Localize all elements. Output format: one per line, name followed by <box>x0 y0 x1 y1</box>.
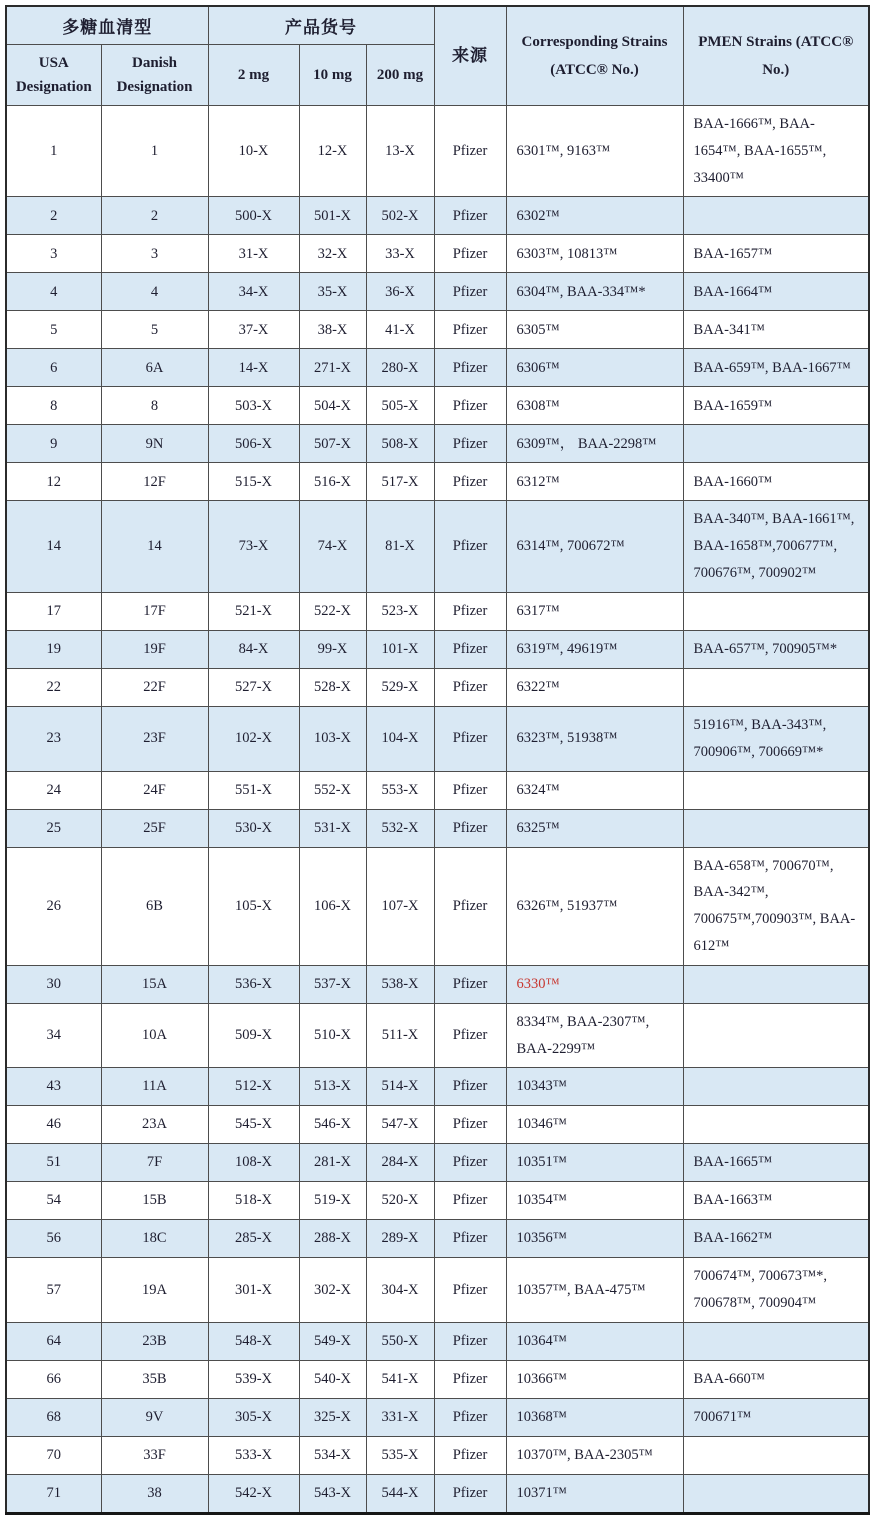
10mg-catalog-cell: 543-X <box>299 1475 366 1514</box>
10mg-catalog-cell: 546-X <box>299 1106 366 1144</box>
source-cell: Pfizer <box>434 1361 506 1399</box>
10mg-catalog-cell: 519-X <box>299 1182 366 1220</box>
10mg-catalog-cell: 549-X <box>299 1323 366 1361</box>
danish-designation-cell: 23F <box>101 706 208 771</box>
table-row <box>6 1399 869 1437</box>
source-cell: Pfizer <box>434 349 506 387</box>
usa-designation-cell: 26 <box>6 847 101 965</box>
2mg-catalog-cell: 500-X <box>208 197 299 235</box>
source-cell: Pfizer <box>434 771 506 809</box>
corresponding-strains-cell: 10346™ <box>506 1106 683 1144</box>
source-cell: Pfizer <box>434 197 506 235</box>
table-row <box>6 106 869 197</box>
10mg-catalog-cell: 522-X <box>299 592 366 630</box>
2mg-catalog-cell: 73-X <box>208 501 299 592</box>
source-cell: Pfizer <box>434 1399 506 1437</box>
2mg-catalog-cell: 31-X <box>208 235 299 273</box>
usa-designation-cell: 23 <box>6 706 101 771</box>
source-cell: Pfizer <box>434 273 506 311</box>
10mg-catalog-cell: 537-X <box>299 965 366 1003</box>
source-cell: Pfizer <box>434 1323 506 1361</box>
usa-designation-cell: 3 <box>6 235 101 273</box>
corresponding-strains-cell: 6314™, 700672™ <box>506 501 683 592</box>
10mg-catalog-cell: 103-X <box>299 706 366 771</box>
pmen-strains-cell <box>683 1003 869 1068</box>
10mg-catalog-cell: 528-X <box>299 668 366 706</box>
200mg-catalog-cell: 36-X <box>366 273 434 311</box>
corresponding-strains-cell: 6325™ <box>506 809 683 847</box>
source-cell: Pfizer <box>434 592 506 630</box>
200mg-catalog-cell: 502-X <box>366 197 434 235</box>
200mg-catalog-cell: 529-X <box>366 668 434 706</box>
corresponding-strains-cell: 6312™ <box>506 463 683 501</box>
table-row <box>6 1106 869 1144</box>
danish-designation-cell: 10A <box>101 1003 208 1068</box>
pmen-strains-cell <box>683 592 869 630</box>
danish-designation-cell: 8 <box>101 387 208 425</box>
10mg-catalog-cell: 99-X <box>299 630 366 668</box>
2mg-catalog-cell: 530-X <box>208 809 299 847</box>
serotype-catalog-table <box>5 5 870 1515</box>
danish-designation-cell: 15A <box>101 965 208 1003</box>
usa-designation-cell: 14 <box>6 501 101 592</box>
source-cell: Pfizer <box>434 630 506 668</box>
pmen-strains-cell: BAA-1666™, BAA-1654™, BAA-1655™, 33400™ <box>683 106 869 197</box>
product-number-group-header: 产品货号 <box>208 6 434 45</box>
200mg-catalog-cell: 535-X <box>366 1437 434 1475</box>
corresponding-strains-cell: 6306™ <box>506 349 683 387</box>
10mg-catalog-cell: 516-X <box>299 463 366 501</box>
table-row <box>6 1258 869 1323</box>
source-cell: Pfizer <box>434 1003 506 1068</box>
200mg-catalog-cell: 81-X <box>366 501 434 592</box>
10mg-column-header: 10 mg <box>299 45 366 106</box>
danish-designation-cell: 4 <box>101 273 208 311</box>
source-cell: Pfizer <box>434 1068 506 1106</box>
2mg-catalog-cell: 37-X <box>208 311 299 349</box>
source-column-header: 来源 <box>434 6 506 106</box>
usa-designation-cell: 46 <box>6 1106 101 1144</box>
2mg-catalog-cell: 10-X <box>208 106 299 197</box>
corresponding-strains-cell: 10354™ <box>506 1182 683 1220</box>
pmen-strains-cell <box>683 425 869 463</box>
usa-designation-cell: 34 <box>6 1003 101 1068</box>
200mg-catalog-cell: 517-X <box>366 463 434 501</box>
2mg-catalog-cell: 84-X <box>208 630 299 668</box>
200mg-catalog-cell: 547-X <box>366 1106 434 1144</box>
200mg-catalog-cell: 104-X <box>366 706 434 771</box>
10mg-catalog-cell: 74-X <box>299 501 366 592</box>
source-cell: Pfizer <box>434 1258 506 1323</box>
2mg-catalog-cell: 521-X <box>208 592 299 630</box>
pmen-strains-column-header: PMEN Strains (ATCC® No.) <box>683 6 869 106</box>
table-row <box>6 630 869 668</box>
table-row <box>6 1475 869 1514</box>
table-row <box>6 1144 869 1182</box>
table-row <box>6 1003 869 1068</box>
usa-designation-cell: 12 <box>6 463 101 501</box>
usa-designation-cell: 5 <box>6 311 101 349</box>
200mg-catalog-cell: 514-X <box>366 1068 434 1106</box>
2mg-catalog-cell: 548-X <box>208 1323 299 1361</box>
usa-designation-cell: 2 <box>6 197 101 235</box>
table-row <box>6 1323 869 1361</box>
200mg-catalog-cell: 101-X <box>366 630 434 668</box>
pmen-strains-cell <box>683 1068 869 1106</box>
pmen-strains-cell: BAA-1662™ <box>683 1220 869 1258</box>
table-row <box>6 349 869 387</box>
danish-designation-cell: 3 <box>101 235 208 273</box>
pmen-strains-cell <box>683 1475 869 1514</box>
10mg-catalog-cell: 534-X <box>299 1437 366 1475</box>
pmen-strains-cell: BAA-657™, 700905™* <box>683 630 869 668</box>
200mg-catalog-cell: 289-X <box>366 1220 434 1258</box>
usa-designation-cell: 57 <box>6 1258 101 1323</box>
source-cell: Pfizer <box>434 425 506 463</box>
corresponding-strains-cell: 6330™ <box>506 965 683 1003</box>
source-cell: Pfizer <box>434 387 506 425</box>
header-group-row <box>6 6 869 45</box>
usa-designation-cell: 30 <box>6 965 101 1003</box>
200mg-catalog-cell: 553-X <box>366 771 434 809</box>
corresponding-strains-cell: 10370™, BAA-2305™ <box>506 1437 683 1475</box>
usa-designation-cell: 54 <box>6 1182 101 1220</box>
2mg-catalog-cell: 515-X <box>208 463 299 501</box>
2mg-catalog-cell: 539-X <box>208 1361 299 1399</box>
2mg-catalog-cell: 509-X <box>208 1003 299 1068</box>
corresponding-strains-cell: 6317™ <box>506 592 683 630</box>
usa-designation-cell: 43 <box>6 1068 101 1106</box>
table-row <box>6 1220 869 1258</box>
10mg-catalog-cell: 501-X <box>299 197 366 235</box>
table-row <box>6 1361 869 1399</box>
corresponding-strains-cell: 10364™ <box>506 1323 683 1361</box>
10mg-catalog-cell: 504-X <box>299 387 366 425</box>
usa-designation-cell: 8 <box>6 387 101 425</box>
usa-designation-cell: 9 <box>6 425 101 463</box>
corresponding-strains-cell: 10343™ <box>506 1068 683 1106</box>
source-cell: Pfizer <box>434 668 506 706</box>
2mg-catalog-cell: 542-X <box>208 1475 299 1514</box>
table-row <box>6 197 869 235</box>
danish-designation-cell: 9N <box>101 425 208 463</box>
10mg-catalog-cell: 12-X <box>299 106 366 197</box>
2mg-catalog-cell: 305-X <box>208 1399 299 1437</box>
corresponding-strains-cell: 6309™， BAA-2298™ <box>506 425 683 463</box>
2mg-catalog-cell: 545-X <box>208 1106 299 1144</box>
pmen-strains-cell: BAA-1663™ <box>683 1182 869 1220</box>
2mg-catalog-cell: 14-X <box>208 349 299 387</box>
danish-designation-cell: 5 <box>101 311 208 349</box>
usa-designation-cell: 51 <box>6 1144 101 1182</box>
corresponding-strains-cell: 6326™, 51937™ <box>506 847 683 965</box>
danish-designation-cell: 6B <box>101 847 208 965</box>
2mg-catalog-cell: 285-X <box>208 1220 299 1258</box>
2mg-catalog-cell: 108-X <box>208 1144 299 1182</box>
danish-designation-cell: 38 <box>101 1475 208 1514</box>
serotype-group-header: 多糖血清型 <box>6 6 208 45</box>
danish-designation-cell: 22F <box>101 668 208 706</box>
10mg-catalog-cell: 288-X <box>299 1220 366 1258</box>
pmen-strains-cell: BAA-659™, BAA-1667™ <box>683 349 869 387</box>
pmen-strains-cell: 700674™, 700673™*, 700678™, 700904™ <box>683 1258 869 1323</box>
pmen-strains-cell: BAA-658™, 700670™, BAA-342™, 700675™,700903™, BAA-612™ <box>683 847 869 965</box>
pmen-strains-cell <box>683 668 869 706</box>
200mg-catalog-cell: 107-X <box>366 847 434 965</box>
pmen-strains-cell <box>683 771 869 809</box>
table-row <box>6 387 869 425</box>
10mg-catalog-cell: 325-X <box>299 1399 366 1437</box>
source-cell: Pfizer <box>434 106 506 197</box>
pmen-strains-cell <box>683 1323 869 1361</box>
2mg-catalog-cell: 301-X <box>208 1258 299 1323</box>
danish-designation-cell: 17F <box>101 592 208 630</box>
pmen-strains-cell: BAA-660™ <box>683 1361 869 1399</box>
corresponding-strains-cell: 10368™ <box>506 1399 683 1437</box>
200mg-catalog-cell: 511-X <box>366 1003 434 1068</box>
source-cell: Pfizer <box>434 311 506 349</box>
10mg-catalog-cell: 510-X <box>299 1003 366 1068</box>
200mg-catalog-cell: 532-X <box>366 809 434 847</box>
corresponding-strains-column-header: Corresponding Strains (ATCC® No.) <box>506 6 683 106</box>
table-header <box>6 6 869 106</box>
usa-designation-cell: 68 <box>6 1399 101 1437</box>
10mg-catalog-cell: 106-X <box>299 847 366 965</box>
200mg-catalog-cell: 280-X <box>366 349 434 387</box>
usa-designation-cell: 24 <box>6 771 101 809</box>
corresponding-strains-cell: 10356™ <box>506 1220 683 1258</box>
10mg-catalog-cell: 32-X <box>299 235 366 273</box>
table-row <box>6 1068 869 1106</box>
usa-designation-cell: 22 <box>6 668 101 706</box>
2mg-catalog-cell: 518-X <box>208 1182 299 1220</box>
usa-designation-cell: 71 <box>6 1475 101 1514</box>
pmen-strains-cell <box>683 965 869 1003</box>
source-cell: Pfizer <box>434 809 506 847</box>
source-cell: Pfizer <box>434 1106 506 1144</box>
2mg-catalog-cell: 34-X <box>208 273 299 311</box>
200mg-catalog-cell: 33-X <box>366 235 434 273</box>
pmen-strains-cell: 700671™ <box>683 1399 869 1437</box>
source-cell: Pfizer <box>434 501 506 592</box>
table-row <box>6 311 869 349</box>
danish-designation-cell: 23A <box>101 1106 208 1144</box>
danish-designation-cell: 14 <box>101 501 208 592</box>
corresponding-strains-cell: 6308™ <box>506 387 683 425</box>
corresponding-strains-cell: 10351™ <box>506 1144 683 1182</box>
pmen-strains-cell <box>683 809 869 847</box>
2mg-catalog-cell: 506-X <box>208 425 299 463</box>
danish-designation-cell: 12F <box>101 463 208 501</box>
table-row <box>6 1437 869 1475</box>
table-row <box>6 668 869 706</box>
source-cell: Pfizer <box>434 1475 506 1514</box>
corresponding-strains-cell: 6324™ <box>506 771 683 809</box>
pmen-strains-cell: BAA-1657™ <box>683 235 869 273</box>
table-row <box>6 425 869 463</box>
source-cell: Pfizer <box>434 706 506 771</box>
200mg-catalog-cell: 284-X <box>366 1144 434 1182</box>
pmen-strains-cell: 51916™, BAA-343™, 700906™, 700669™* <box>683 706 869 771</box>
table-row <box>6 809 869 847</box>
200mg-catalog-cell: 13-X <box>366 106 434 197</box>
2mg-catalog-cell: 102-X <box>208 706 299 771</box>
10mg-catalog-cell: 552-X <box>299 771 366 809</box>
200mg-catalog-cell: 544-X <box>366 1475 434 1514</box>
10mg-catalog-cell: 507-X <box>299 425 366 463</box>
usa-designation-cell: 64 <box>6 1323 101 1361</box>
source-cell: Pfizer <box>434 1437 506 1475</box>
corresponding-strains-cell: 8334™, BAA-2307™, BAA-2299™ <box>506 1003 683 1068</box>
source-cell: Pfizer <box>434 1144 506 1182</box>
pmen-strains-cell: BAA-1664™ <box>683 273 869 311</box>
corresponding-strains-cell: 6322™ <box>506 668 683 706</box>
danish-designation-cell: 6A <box>101 349 208 387</box>
10mg-catalog-cell: 513-X <box>299 1068 366 1106</box>
10mg-catalog-cell: 531-X <box>299 809 366 847</box>
10mg-catalog-cell: 35-X <box>299 273 366 311</box>
corresponding-strains-cell: 6304™, BAA-334™* <box>506 273 683 311</box>
source-cell: Pfizer <box>434 463 506 501</box>
200mg-catalog-cell: 505-X <box>366 387 434 425</box>
pmen-strains-cell <box>683 1106 869 1144</box>
usa-designation-cell: 1 <box>6 106 101 197</box>
danish-designation-cell: 7F <box>101 1144 208 1182</box>
usa-designation-column-header: USA Designation <box>6 45 101 106</box>
2mg-catalog-cell: 503-X <box>208 387 299 425</box>
table-row <box>6 965 869 1003</box>
200mg-catalog-cell: 520-X <box>366 1182 434 1220</box>
table-row <box>6 501 869 592</box>
pmen-strains-cell: BAA-1665™ <box>683 1144 869 1182</box>
2mg-catalog-cell: 105-X <box>208 847 299 965</box>
danish-designation-cell: 1 <box>101 106 208 197</box>
200mg-catalog-cell: 331-X <box>366 1399 434 1437</box>
200mg-catalog-cell: 541-X <box>366 1361 434 1399</box>
10mg-catalog-cell: 38-X <box>299 311 366 349</box>
10mg-catalog-cell: 540-X <box>299 1361 366 1399</box>
danish-designation-cell: 23B <box>101 1323 208 1361</box>
danish-designation-cell: 18C <box>101 1220 208 1258</box>
pmen-strains-cell <box>683 1437 869 1475</box>
corresponding-strains-cell: 10366™ <box>506 1361 683 1399</box>
usa-designation-cell: 66 <box>6 1361 101 1399</box>
table-row <box>6 706 869 771</box>
table-row <box>6 463 869 501</box>
corresponding-strains-cell: 6323™, 51938™ <box>506 706 683 771</box>
usa-designation-cell: 25 <box>6 809 101 847</box>
2mg-catalog-cell: 512-X <box>208 1068 299 1106</box>
usa-designation-cell: 6 <box>6 349 101 387</box>
2mg-catalog-cell: 527-X <box>208 668 299 706</box>
table-row <box>6 771 869 809</box>
pmen-strains-cell: BAA-340™, BAA-1661™, BAA-1658™,700677™, 700676™, 700902™ <box>683 501 869 592</box>
2mg-catalog-cell: 533-X <box>208 1437 299 1475</box>
2mg-column-header: 2 mg <box>208 45 299 106</box>
source-cell: Pfizer <box>434 1182 506 1220</box>
danish-designation-cell: 2 <box>101 197 208 235</box>
usa-designation-cell: 17 <box>6 592 101 630</box>
200mg-catalog-cell: 304-X <box>366 1258 434 1323</box>
corresponding-strains-cell: 6303™, 10813™ <box>506 235 683 273</box>
danish-designation-column-header: Danish Designation <box>101 45 208 106</box>
200mg-catalog-cell: 538-X <box>366 965 434 1003</box>
corresponding-strains-cell: 6301™, 9163™ <box>506 106 683 197</box>
source-cell: Pfizer <box>434 235 506 273</box>
danish-designation-cell: 35B <box>101 1361 208 1399</box>
pmen-strains-cell: BAA-1659™ <box>683 387 869 425</box>
corresponding-strains-cell: 10371™ <box>506 1475 683 1514</box>
source-cell: Pfizer <box>434 965 506 1003</box>
danish-designation-cell: 24F <box>101 771 208 809</box>
table-row <box>6 273 869 311</box>
danish-designation-cell: 19A <box>101 1258 208 1323</box>
usa-designation-cell: 19 <box>6 630 101 668</box>
table-body <box>6 106 869 1514</box>
200mg-catalog-cell: 523-X <box>366 592 434 630</box>
table-row <box>6 847 869 965</box>
danish-designation-cell: 33F <box>101 1437 208 1475</box>
200mg-catalog-cell: 508-X <box>366 425 434 463</box>
table-row <box>6 592 869 630</box>
pmen-strains-cell: BAA-1660™ <box>683 463 869 501</box>
200mg-catalog-cell: 550-X <box>366 1323 434 1361</box>
10mg-catalog-cell: 281-X <box>299 1144 366 1182</box>
usa-designation-cell: 70 <box>6 1437 101 1475</box>
200mg-column-header: 200 mg <box>366 45 434 106</box>
corresponding-strains-cell: 6302™ <box>506 197 683 235</box>
10mg-catalog-cell: 302-X <box>299 1258 366 1323</box>
usa-designation-cell: 56 <box>6 1220 101 1258</box>
2mg-catalog-cell: 551-X <box>208 771 299 809</box>
pmen-strains-cell <box>683 197 869 235</box>
danish-designation-cell: 15B <box>101 1182 208 1220</box>
corresponding-strains-cell: 10357™, BAA-475™ <box>506 1258 683 1323</box>
corresponding-strains-cell: 6319™, 49619™ <box>506 630 683 668</box>
pmen-strains-cell: BAA-341™ <box>683 311 869 349</box>
source-cell: Pfizer <box>434 1220 506 1258</box>
table-row <box>6 235 869 273</box>
usa-designation-cell: 4 <box>6 273 101 311</box>
danish-designation-cell: 19F <box>101 630 208 668</box>
10mg-catalog-cell: 271-X <box>299 349 366 387</box>
corresponding-strains-cell: 6305™ <box>506 311 683 349</box>
danish-designation-cell: 25F <box>101 809 208 847</box>
danish-designation-cell: 9V <box>101 1399 208 1437</box>
2mg-catalog-cell: 536-X <box>208 965 299 1003</box>
source-cell: Pfizer <box>434 847 506 965</box>
table-row <box>6 1182 869 1220</box>
200mg-catalog-cell: 41-X <box>366 311 434 349</box>
danish-designation-cell: 11A <box>101 1068 208 1106</box>
